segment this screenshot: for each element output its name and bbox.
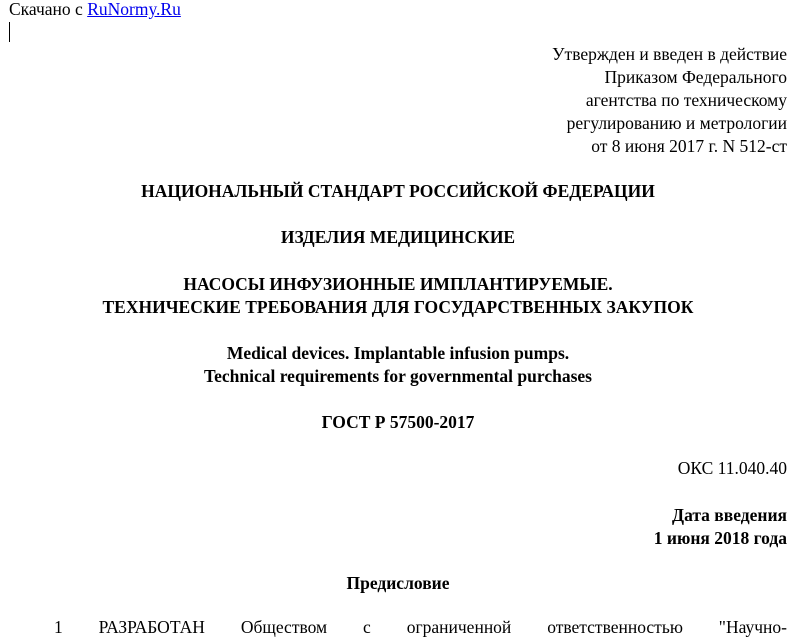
ru-title-line-2: ТЕХНИЧЕСКИЕ ТРЕБОВАНИЯ ДЛЯ ГОСУДАРСТВЕННЫХ ЗАКУПОК: [102, 297, 694, 317]
approval-line-3: агентства по техническому: [585, 90, 787, 110]
ru-title-line-1: НАСОСЫ ИНФУЗИОННЫЕ ИМПЛАНТИРУЕМЫЕ.: [183, 274, 613, 294]
category-title: ИЗДЕЛИЯ МЕДИЦИНСКИЕ: [280, 227, 516, 247]
para-word: ответственностью: [547, 617, 683, 637]
foreword-heading: Предисловие: [346, 573, 450, 593]
para-word: Обществом: [240, 617, 328, 637]
national-standard-title: НАЦИОНАЛЬНЫЙ СТАНДАРТ РОССИЙСКОЙ ФЕДЕРАЦИИ: [141, 181, 655, 201]
para-word: с: [363, 617, 371, 637]
approval-line-4: регулированию и метрологии: [566, 113, 787, 133]
text-cursor: [9, 22, 10, 42]
en-title-line-1: Medical devices. Implantable infusion pumps.: [226, 343, 570, 363]
intro-date-label: Дата введения: [672, 505, 787, 525]
gost-number: ГОСТ Р 57500-2017: [321, 412, 475, 432]
para-word: РАЗРАБОТАН: [98, 617, 205, 637]
foreword-paragraph-1: [54, 617, 787, 638]
download-source-line: [9, 0, 181, 20]
en-title-line-2: Technical requirements for governmental purchases: [204, 366, 592, 386]
approval-line-5: от 8 июня 2017 г. N 512-ст: [591, 136, 787, 156]
para-word: 1: [54, 617, 63, 637]
intro-date-value: 1 июня 2018 года: [653, 528, 787, 548]
para-word: ограниченной: [406, 617, 512, 637]
para-word: "Научно-: [718, 617, 787, 637]
approval-line-2: Приказом Федерального: [604, 67, 787, 87]
runormy-link[interactable]: RuNormy.Ru: [87, 0, 181, 19]
download-source-prefix: Скачано с: [9, 0, 83, 19]
oks-code: ОКС 11.040.40: [677, 458, 787, 478]
approval-line-1: Утвержден и введен в действие: [552, 44, 787, 64]
